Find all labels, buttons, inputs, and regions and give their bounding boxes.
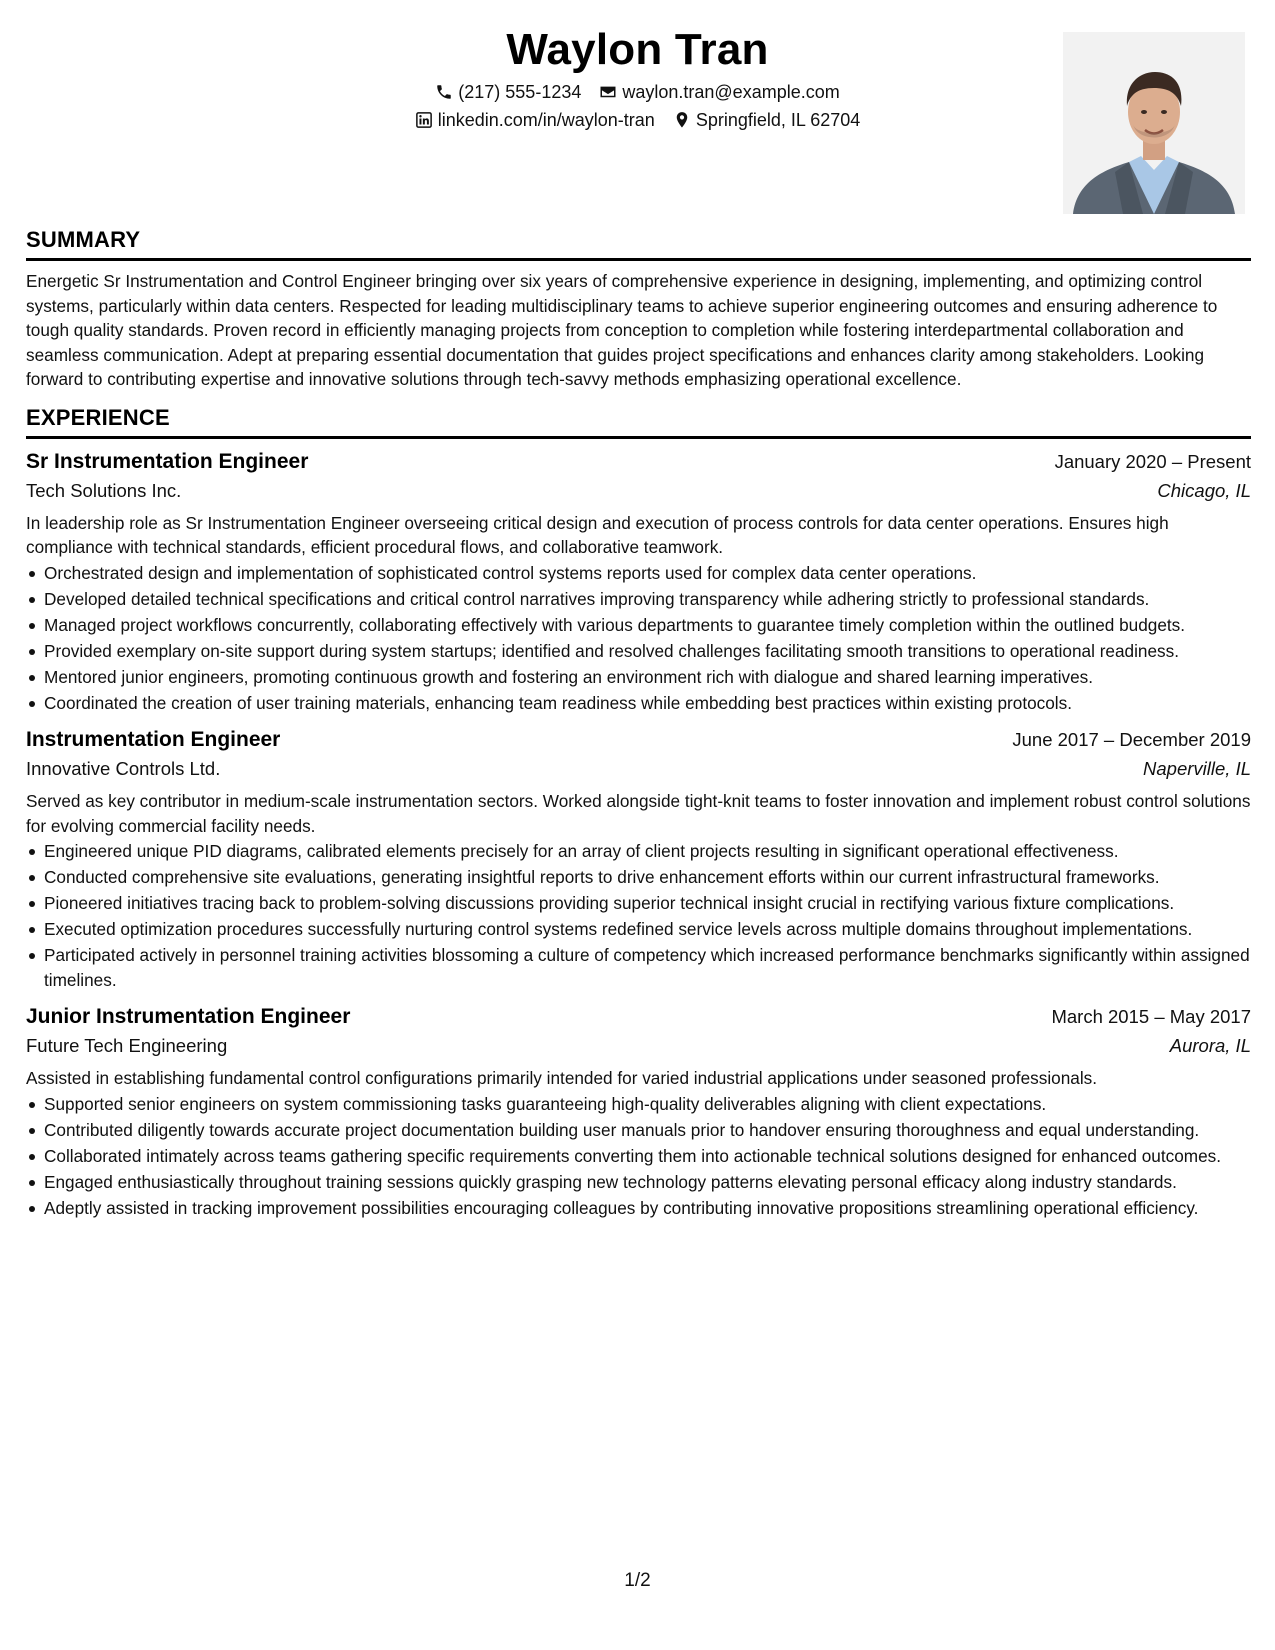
bullet-item: Pioneered initiatives tracing back to problem-solving discussions providing superior technical insight crucial in rectifying various fixture complications. xyxy=(26,891,1251,916)
job-title: Junior Instrumentation Engineer xyxy=(26,1005,351,1028)
linkedin-link[interactable]: linkedin.com/in/waylon-tran xyxy=(437,110,655,130)
bullet-item: Executed optimization procedures successfully nurturing control systems redefined service levels across multiple domains throughout implementations. xyxy=(26,917,1251,942)
bullet-item: Orchestrated design and implementation of sophisticated control systems reports used for complex data center operations. xyxy=(26,561,1251,586)
contact-linkedin[interactable] xyxy=(415,108,655,132)
envelope-icon xyxy=(599,83,617,101)
job-entry xyxy=(26,1002,1251,1220)
resume-body xyxy=(26,226,1251,1230)
bullet-item: Managed project workflows concurrently, collaborating effectively with various departments to guarantee timely completion within the outlined budgets. xyxy=(26,613,1251,638)
job-subheader xyxy=(26,755,1251,783)
bullet-item: Engaged enthusiastically throughout training sessions quickly grasping new technology patterns elevating personal efficacy along industry standards. xyxy=(26,1170,1251,1195)
job-bullets xyxy=(26,1092,1251,1221)
section-title-experience: EXPERIENCE xyxy=(26,404,170,430)
bullet-item: Coordinated the creation of user training materials, enhancing team readiness while embedding best practices within existing protocols. xyxy=(26,691,1251,716)
bullet-item: Conducted comprehensive site evaluations, generating insightful reports to drive enhancement efforts within our current infrastructural frameworks. xyxy=(26,865,1251,890)
job-title: Sr Instrumentation Engineer xyxy=(26,449,309,473)
location-text: Springfield, IL 62704 xyxy=(695,110,861,130)
section-divider xyxy=(26,436,1251,439)
job-entry xyxy=(26,725,1251,992)
company-name: Innovative Controls Ltd. xyxy=(26,758,221,779)
job-location: Naperville, IL xyxy=(1143,758,1251,779)
job-description: In leadership role as Sr Instrumentation Engineer overseeing critical design and execution of process controls for data center operations. Ensures high compliance with technical standards, efficient procedural flows, and collaborative teamwork. xyxy=(26,512,1169,557)
linkedin-icon xyxy=(415,111,433,129)
bullet-item: Developed detailed technical specifications and critical control narratives improving transparency while adhering strictly to professional standards. xyxy=(26,587,1251,612)
job-title: Instrumentation Engineer xyxy=(26,728,281,751)
job-location: Chicago, IL xyxy=(1157,479,1251,501)
bullet-item: Participated actively in personnel training activities blossoming a culture of competency which increased performance benchmarks significantly within assigned timelines. xyxy=(26,943,1251,992)
bullet-item: Collaborated intimately across teams gathering specific requirements converting them into actionable technical solutions designed for enhanced outcomes. xyxy=(26,1144,1251,1169)
job-dates: March 2015 – May 2017 xyxy=(1051,1006,1251,1027)
job-bullets xyxy=(26,839,1251,992)
job-entry xyxy=(26,447,1251,716)
company-name: Future Tech Engineering xyxy=(26,1035,228,1056)
summary-text: Energetic Sr Instrumentation and Control Engineer bringing over six years of comprehensive experience in designing, implementing, and optimizing control systems, particularly within data centers. Respected for leading multidisciplinary teams to achieve superior engineering outcomes and ensuring adherence to tough quality standards. Proven record in efficiently managing projects from conception to completion while fostering interdepartmental collaboration and seamless communication. Adept at preparing essential documentation that guides project specifications and enhances clarity among stakeholders. Looking forward to contributing expertise and innovative solutions through tech-savvy methods emphasizing operational excellence. xyxy=(26,271,1218,389)
job-location: Aurora, IL xyxy=(1169,1035,1251,1056)
experience-section xyxy=(26,404,1251,1221)
phone-text: (217) 555-1234 xyxy=(458,82,582,102)
job-dates: January 2020 – Present xyxy=(1054,450,1251,472)
job-description: Assisted in establishing fundamental control configurations primarily intended for varied industrial applications under seasoned professionals. xyxy=(26,1068,1098,1088)
job-header xyxy=(26,725,1251,755)
phone-icon xyxy=(435,83,453,101)
map-pin-icon xyxy=(673,111,691,129)
contact-email[interactable] xyxy=(599,80,839,104)
bullet-item: Supported senior engineers on system commissioning tasks guaranteeing high-quality deliverables aligning with client expectations. xyxy=(26,1092,1251,1117)
job-header xyxy=(26,1002,1251,1032)
company-name: Tech Solutions Inc. xyxy=(26,479,182,501)
bullet-item: Provided exemplary on-site support during system startups; identified and resolved challenges facilitating smooth transitions to operational readiness. xyxy=(26,639,1251,664)
summary-section xyxy=(26,226,1251,392)
job-dates: June 2017 – December 2019 xyxy=(1012,729,1251,750)
contact-phone xyxy=(435,80,581,104)
job-subheader xyxy=(26,1032,1251,1060)
job-description: Served as key contributor in medium-scale instrumentation sectors. Worked alongside tight-knit teams to foster innovation and implement robust control solutions for evolving commercial facility needs. xyxy=(26,791,1251,836)
bullet-item: Adeptly assisted in tracking improvement possibilities encouraging colleagues by contributing innovative propositions streamlining operational efficiency. xyxy=(26,1196,1251,1221)
bullet-item: Mentored junior engineers, promoting continuous growth and fostering an environment rich with dialogue and shared learning imperatives. xyxy=(26,665,1251,690)
job-bullets xyxy=(26,561,1251,716)
email-link[interactable]: waylon.tran@example.com xyxy=(622,82,840,102)
bullet-item: Engineered unique PID diagrams, calibrated elements precisely for an array of client projects resulting in significant operational effectiveness. xyxy=(26,839,1251,864)
section-divider xyxy=(26,258,1251,261)
candidate-name: Waylon Tran xyxy=(506,25,769,74)
profile-photo xyxy=(1063,32,1245,214)
page-number: 1/2 xyxy=(624,1570,651,1591)
bullet-item: Contributed diligently towards accurate project documentation building user manuals prior to handover ensuring thoroughness and equal understanding. xyxy=(26,1118,1251,1143)
job-header xyxy=(26,447,1251,477)
contact-location xyxy=(673,108,860,132)
job-subheader xyxy=(26,477,1251,505)
section-title-summary: SUMMARY xyxy=(26,227,141,252)
